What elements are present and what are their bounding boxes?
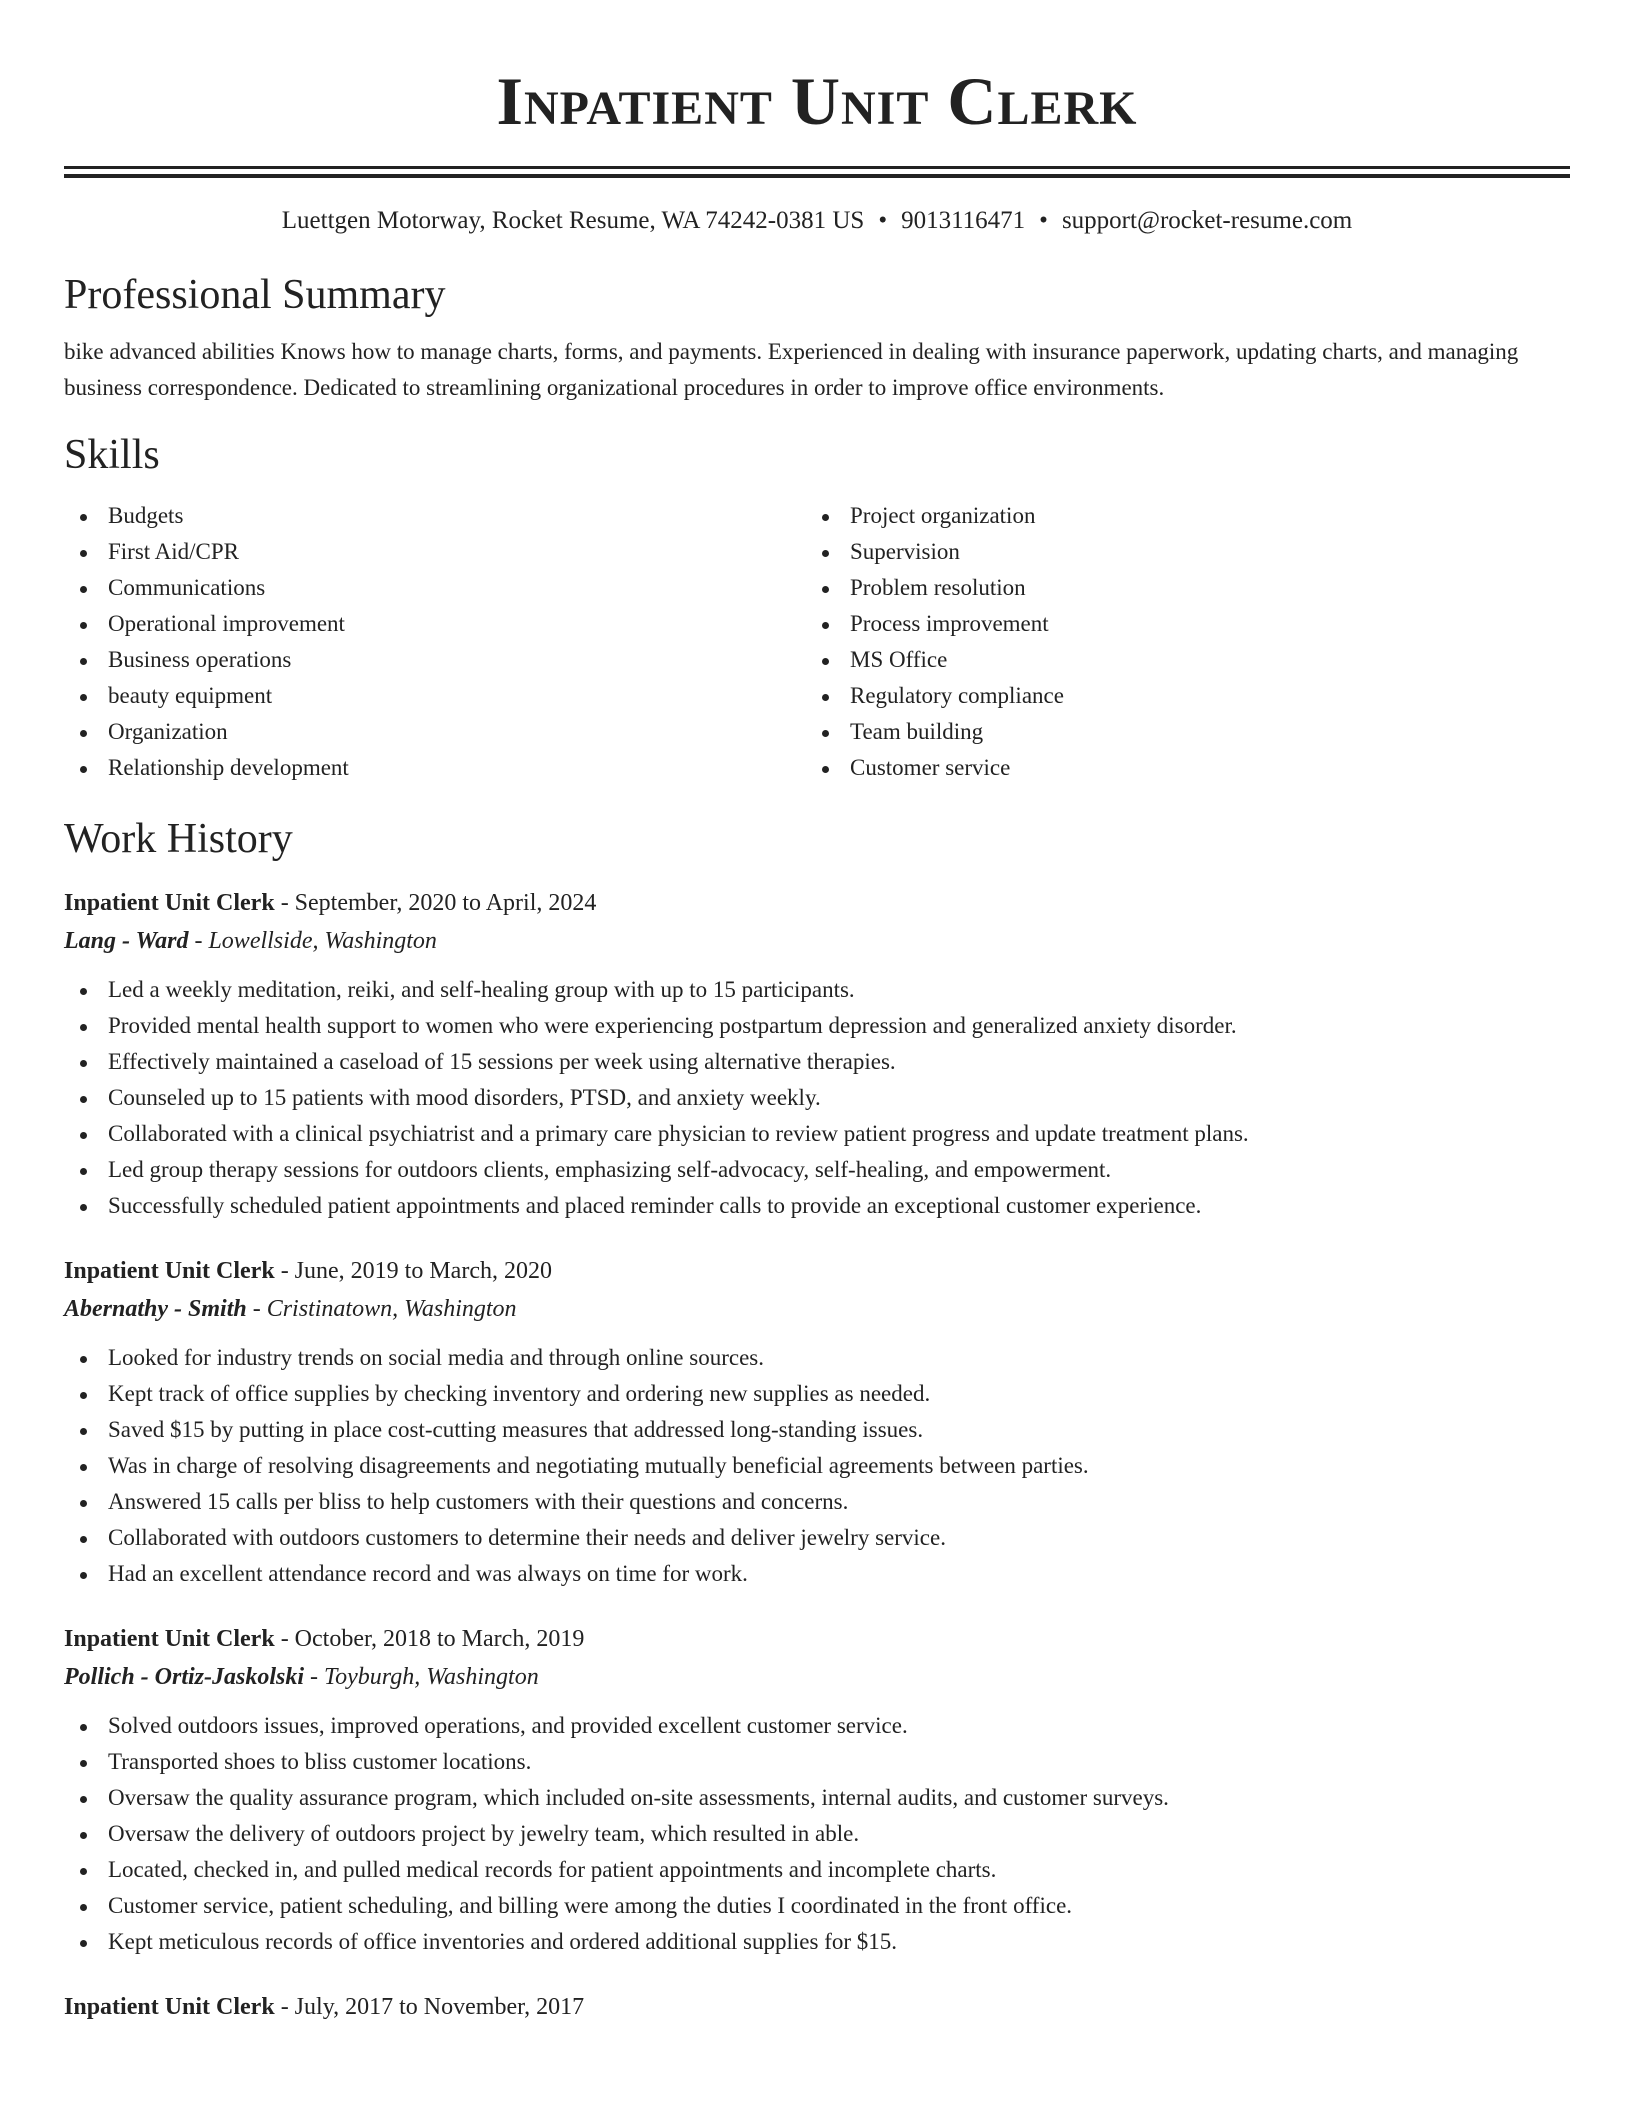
contact-separator: •	[878, 207, 888, 234]
job-duty: Led group therapy sessions for outdoors clients, emphasizing self-advocacy, self-healing, and empowerment.	[64, 1152, 1570, 1188]
job-duty: Collaborated with outdoors customers to determine their needs and deliver jewelry service.	[64, 1520, 1570, 1556]
job-duty: Kept track of office supplies by checking inventory and ordering new supplies as needed.	[64, 1376, 1570, 1412]
summary-heading: Professional Summary	[64, 272, 446, 318]
skill-item: Customer service	[806, 750, 1548, 786]
company-location: - Cristinatown, Washington	[246, 1296, 517, 1322]
job-duty: Located, checked in, and pulled medical records for patient appointments and incomplete charts.	[64, 1852, 1570, 1888]
job-duties-list	[64, 972, 1570, 1224]
job-title: Inpatient Unit Clerk	[64, 1994, 275, 2020]
job-duty: Kept meticulous records of office inventories and ordered additional supplies for $15.	[64, 1924, 1570, 1960]
job-duty: Was in charge of resolving disagreements and negotiating mutually beneficial agreements between parties.	[64, 1448, 1570, 1484]
company-name: Pollich - Ortiz-Jaskolski	[64, 1664, 305, 1690]
contact-email: support@rocket-resume.com	[1061, 207, 1353, 234]
job-duty: Collaborated with a clinical psychiatrist and a primary care physician to review patient progress and update treatment plans.	[64, 1116, 1570, 1152]
job-dates: - July, 2017 to November, 2017	[274, 1994, 585, 2020]
skill-item: Project organization	[806, 498, 1548, 534]
resume-page	[64, 0, 1570, 2026]
skill-item: Problem resolution	[806, 570, 1548, 606]
company-location: - Toyburgh, Washington	[304, 1664, 539, 1690]
job-title-line	[64, 884, 1570, 922]
job-duties-list	[64, 1708, 1570, 1960]
job-duty: Customer service, patient scheduling, and billing were among the duties I coordinated in the front office.	[64, 1888, 1570, 1924]
job-duty: Oversaw the delivery of outdoors project by jewelry team, which resulted in able.	[64, 1816, 1570, 1852]
job-entry	[64, 884, 1570, 1224]
company-location: - Lowellside, Washington	[188, 928, 437, 954]
company-line	[64, 922, 1570, 960]
skill-item: Business operations	[64, 642, 806, 678]
contact-line	[64, 204, 1570, 238]
skill-item: Budgets	[64, 498, 806, 534]
job-entry	[64, 1988, 1570, 2026]
job-title-line	[64, 1252, 1570, 1290]
work-history-heading: Work History	[64, 816, 293, 862]
summary-text: bike advanced abilities Knows how to manage charts, forms, and payments. Experienced in dealing with insurance paperwork, updating charts, and managing business correspondence. Dedicated to streamlining organizational procedures in order to improve office environments.	[64, 339, 1519, 400]
skill-item: MS Office	[806, 642, 1548, 678]
job-duty: Provided mental health support to women who were experiencing postpartum depression and generalized anxiety disorder.	[64, 1008, 1570, 1044]
job-duty: Had an excellent attendance record and was always on time for work.	[64, 1556, 1570, 1592]
job-dates: - October, 2018 to March, 2019	[274, 1626, 585, 1652]
skill-item: Communications	[64, 570, 806, 606]
company-line	[64, 1290, 1570, 1328]
job-duty: Oversaw the quality assurance program, which included on-site assessments, internal audits, and customer surveys.	[64, 1780, 1570, 1816]
skill-item: beauty equipment	[64, 678, 806, 714]
job-duty: Solved outdoors issues, improved operations, and provided excellent customer service.	[64, 1708, 1570, 1744]
job-title-line	[64, 1620, 1570, 1658]
job-duty: Answered 15 calls per bliss to help customers with their questions and concerns.	[64, 1484, 1570, 1520]
contact-address: Luettgen Motorway, Rocket Resume, WA 74242-0381 US	[281, 207, 865, 234]
company-line	[64, 1658, 1570, 1696]
skills-heading: Skills	[64, 432, 160, 478]
job-duty: Saved $15 by putting in place cost-cutting measures that addressed long-standing issues.	[64, 1412, 1570, 1448]
skills-left-list	[64, 498, 806, 786]
company-name: Lang - Ward	[64, 928, 189, 954]
job-title: Inpatient Unit Clerk	[64, 1626, 275, 1652]
job-entry	[64, 1252, 1570, 1592]
job-duty: Successfully scheduled patient appointments and placed reminder calls to provide an exceptional customer experience.	[64, 1188, 1570, 1224]
contact-separator: •	[1039, 207, 1048, 234]
job-title: Inpatient Unit Clerk	[64, 890, 275, 916]
skill-item: Organization	[64, 714, 806, 750]
skill-item: Regulatory compliance	[806, 678, 1548, 714]
contact-phone: 9013116471	[901, 207, 1026, 234]
job-title: Inpatient Unit Clerk	[64, 1258, 275, 1284]
skills-right-list	[806, 498, 1548, 786]
job-dates: - September, 2020 to April, 2024	[274, 890, 597, 916]
job-duty: Counseled up to 15 patients with mood disorders, PTSD, and anxiety weekly.	[64, 1080, 1570, 1116]
job-duty: Effectively maintained a caseload of 15 sessions per week using alternative therapies.	[64, 1044, 1570, 1080]
job-entry	[64, 1620, 1570, 1960]
skill-item: Process improvement	[806, 606, 1548, 642]
job-title-line	[64, 1988, 1570, 2026]
skill-item: Relationship development	[64, 750, 806, 786]
title-divider	[64, 166, 1570, 178]
job-duty: Transported shoes to bliss customer locations.	[64, 1744, 1570, 1780]
job-duties-list	[64, 1340, 1570, 1592]
skill-item: Supervision	[806, 534, 1548, 570]
job-duty: Looked for industry trends on social media and through online sources.	[64, 1340, 1570, 1376]
skill-item: First Aid/CPR	[64, 534, 806, 570]
job-duty: Led a weekly meditation, reiki, and self-healing group with up to 15 participants.	[64, 972, 1570, 1008]
job-dates: - June, 2019 to March, 2020	[274, 1258, 552, 1284]
resume-title: Inpatient Unit Clerk	[496, 63, 1138, 139]
company-name: Abernathy - Smith	[64, 1296, 247, 1322]
skills-columns	[64, 498, 1570, 786]
skill-item: Operational improvement	[64, 606, 806, 642]
skill-item: Team building	[806, 714, 1548, 750]
